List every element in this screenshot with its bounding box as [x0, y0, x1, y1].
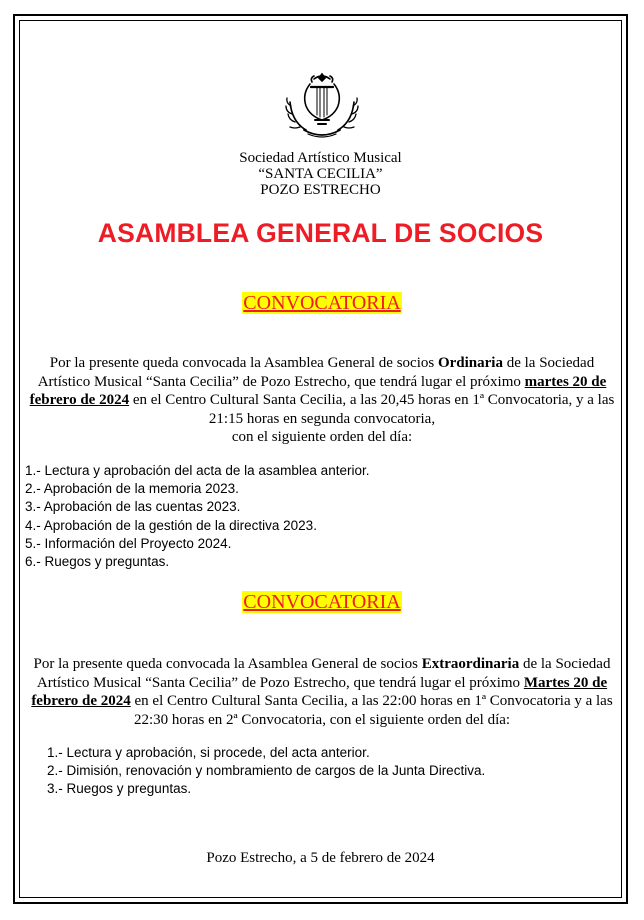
organization-subtitle: “SANTA CECILIA” [258, 166, 383, 182]
organization-block [20, 150, 621, 198]
meeting-type-ordinaria: Ordinaria [437, 355, 503, 371]
agenda-list-1 [25, 462, 369, 571]
convocatoria-1-text-b: de la Sociedad Artístico Musical “Santa Cecilia” de Pozo Estrecho, que tendrá lugar el próximo [37, 355, 595, 390]
convocatoria-heading-1-text: CONVOCATORIA [243, 292, 401, 314]
convocatoria-2-text-c: en el Centro Cultural Santa Cecilia, a las 22:00 horas en 1ª Convocatoria y a las 22:30 horas en 2ª Convocatoria, con el siguiente orden del día: [130, 693, 613, 728]
agenda-item: 3.- Aprobación de las cuentas 2023. [25, 499, 241, 515]
organization-name: Sociedad Artístico Musical [239, 150, 402, 166]
convocatoria-1-text-a: Por la presente queda convocada la Asamblea General de socios [49, 355, 438, 371]
convocatoria-2-text-b: de la Sociedad Artístico Musical “Santa Cecilia” de Pozo Estrecho, que tendrá lugar el próximo [36, 656, 611, 691]
agenda-item: 5.- Información del Proyecto 2024. [25, 535, 232, 551]
agenda-item: 1.- Lectura y aprobación del acta de la asamblea anterior. [25, 463, 370, 478]
convocatoria-heading-1 [0, 292, 644, 315]
agenda-list-2 [47, 744, 485, 799]
meeting-date-2: Martes 20 de febrero de 2024 [31, 674, 608, 709]
convocatoria-heading-2 [0, 591, 644, 614]
convocatoria-1-text-c: en el Centro Cultural Santa Cecilia, a las 20,45 horas en 1ª Convocatoria, y a las 21:15 horas en segunda convocatoria, [129, 392, 615, 427]
agenda-item: 4.- Aprobación de la gestión de la directiva 2023. [25, 517, 317, 533]
agenda-item: 3.- Ruegos y preguntas. [47, 781, 192, 797]
convocatoria-heading-2-text: CONVOCATORIA [243, 591, 401, 613]
meeting-type-extraordinaria: Extraordinaria [421, 656, 520, 672]
page-title: ASAMBLEA GENERAL DE SOCIOS [97, 218, 544, 248]
convocatoria-1-text-d: con el siguiente orden del día: [231, 429, 413, 445]
agenda-item: 1.- Lectura y aprobación, si procede, del acta anterior. [47, 745, 370, 760]
meeting-date-1: martes 20 de febrero de 2024 [29, 373, 607, 408]
organization-location: POZO ESTRECHO [260, 182, 381, 198]
convocatoria-2-text-a: Por la presente queda convocada la Asamblea General de socios [33, 656, 422, 672]
agenda-item: 6.- Ruegos y preguntas. [25, 554, 170, 570]
convocatoria-2-paragraph [26, 655, 618, 729]
lyre-emblem-icon [282, 70, 362, 138]
agenda-item: 2.- Aprobación de la memoria 2023. [25, 481, 239, 497]
signature-line: Pozo Estrecho, a 5 de febrero de 2024 [206, 850, 435, 866]
agenda-item: 2.- Dimisión, renovación y nombramiento de cargos de la Junta Directiva. [47, 763, 486, 779]
convocatoria-1-paragraph [26, 354, 618, 447]
